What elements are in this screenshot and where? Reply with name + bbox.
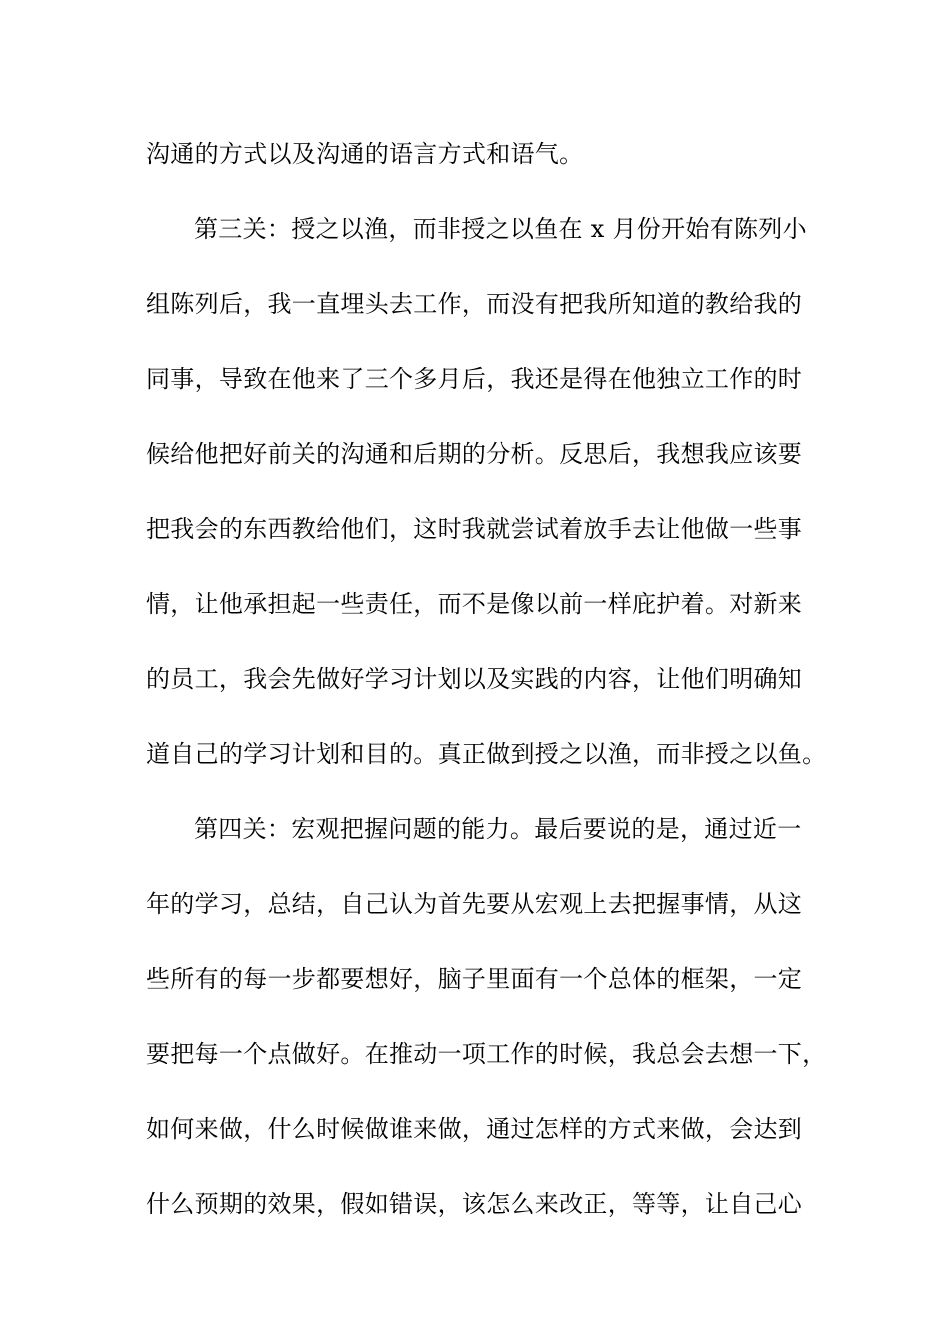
- text-line: 些所有的每一步都要想好，脑子里面有一个总体的框架，一定: [146, 965, 803, 993]
- text-line: 什么预期的效果，假如错误，该怎么来改正，等等，让自己心: [146, 1190, 803, 1218]
- text-line: 道自己的学习计划和目的。真正做到授之以渔，而非授之以鱼。: [146, 740, 827, 768]
- paragraph-start-line: 第四关：宏观把握问题的能力。最后要说的是，通过近一: [194, 815, 802, 843]
- text-line: 年的学习，总结，自己认为首先要从宏观上去把握事情，从这: [146, 890, 803, 918]
- text-line: 的员工，我会先做好学习计划以及实践的内容，让他们明确知: [146, 665, 803, 693]
- text-line: 组陈列后，我一直埋头去工作，而没有把我所知道的教给我的: [146, 290, 803, 318]
- text-line: 把我会的东西教给他们，这时我就尝试着放手去让他做一些事: [146, 515, 803, 543]
- text-line: 情，让他承担起一些责任，而不是像以前一样庇护着。对新来: [146, 590, 803, 618]
- body-text: [146, 131, 827, 1256]
- text-line: 要把每一个点做好。在推动一项工作的时候，我总会去想一下，: [146, 1040, 827, 1068]
- paragraph-start-line: 第三关：授之以渔，而非授之以鱼在 x 月份开始有陈列小: [194, 215, 807, 243]
- text-line: 候给他把好前关的沟通和后期的分析。反思后，我想我应该要: [146, 440, 803, 468]
- text-line: 如何来做，什么时候做谁来做，通过怎样的方式来做，会达到: [146, 1115, 803, 1143]
- text-line: 沟通的方式以及沟通的语言方式和语气。: [146, 140, 584, 168]
- text-line: 同事，导致在他来了三个多月后，我还是得在他独立工作的时: [146, 365, 803, 393]
